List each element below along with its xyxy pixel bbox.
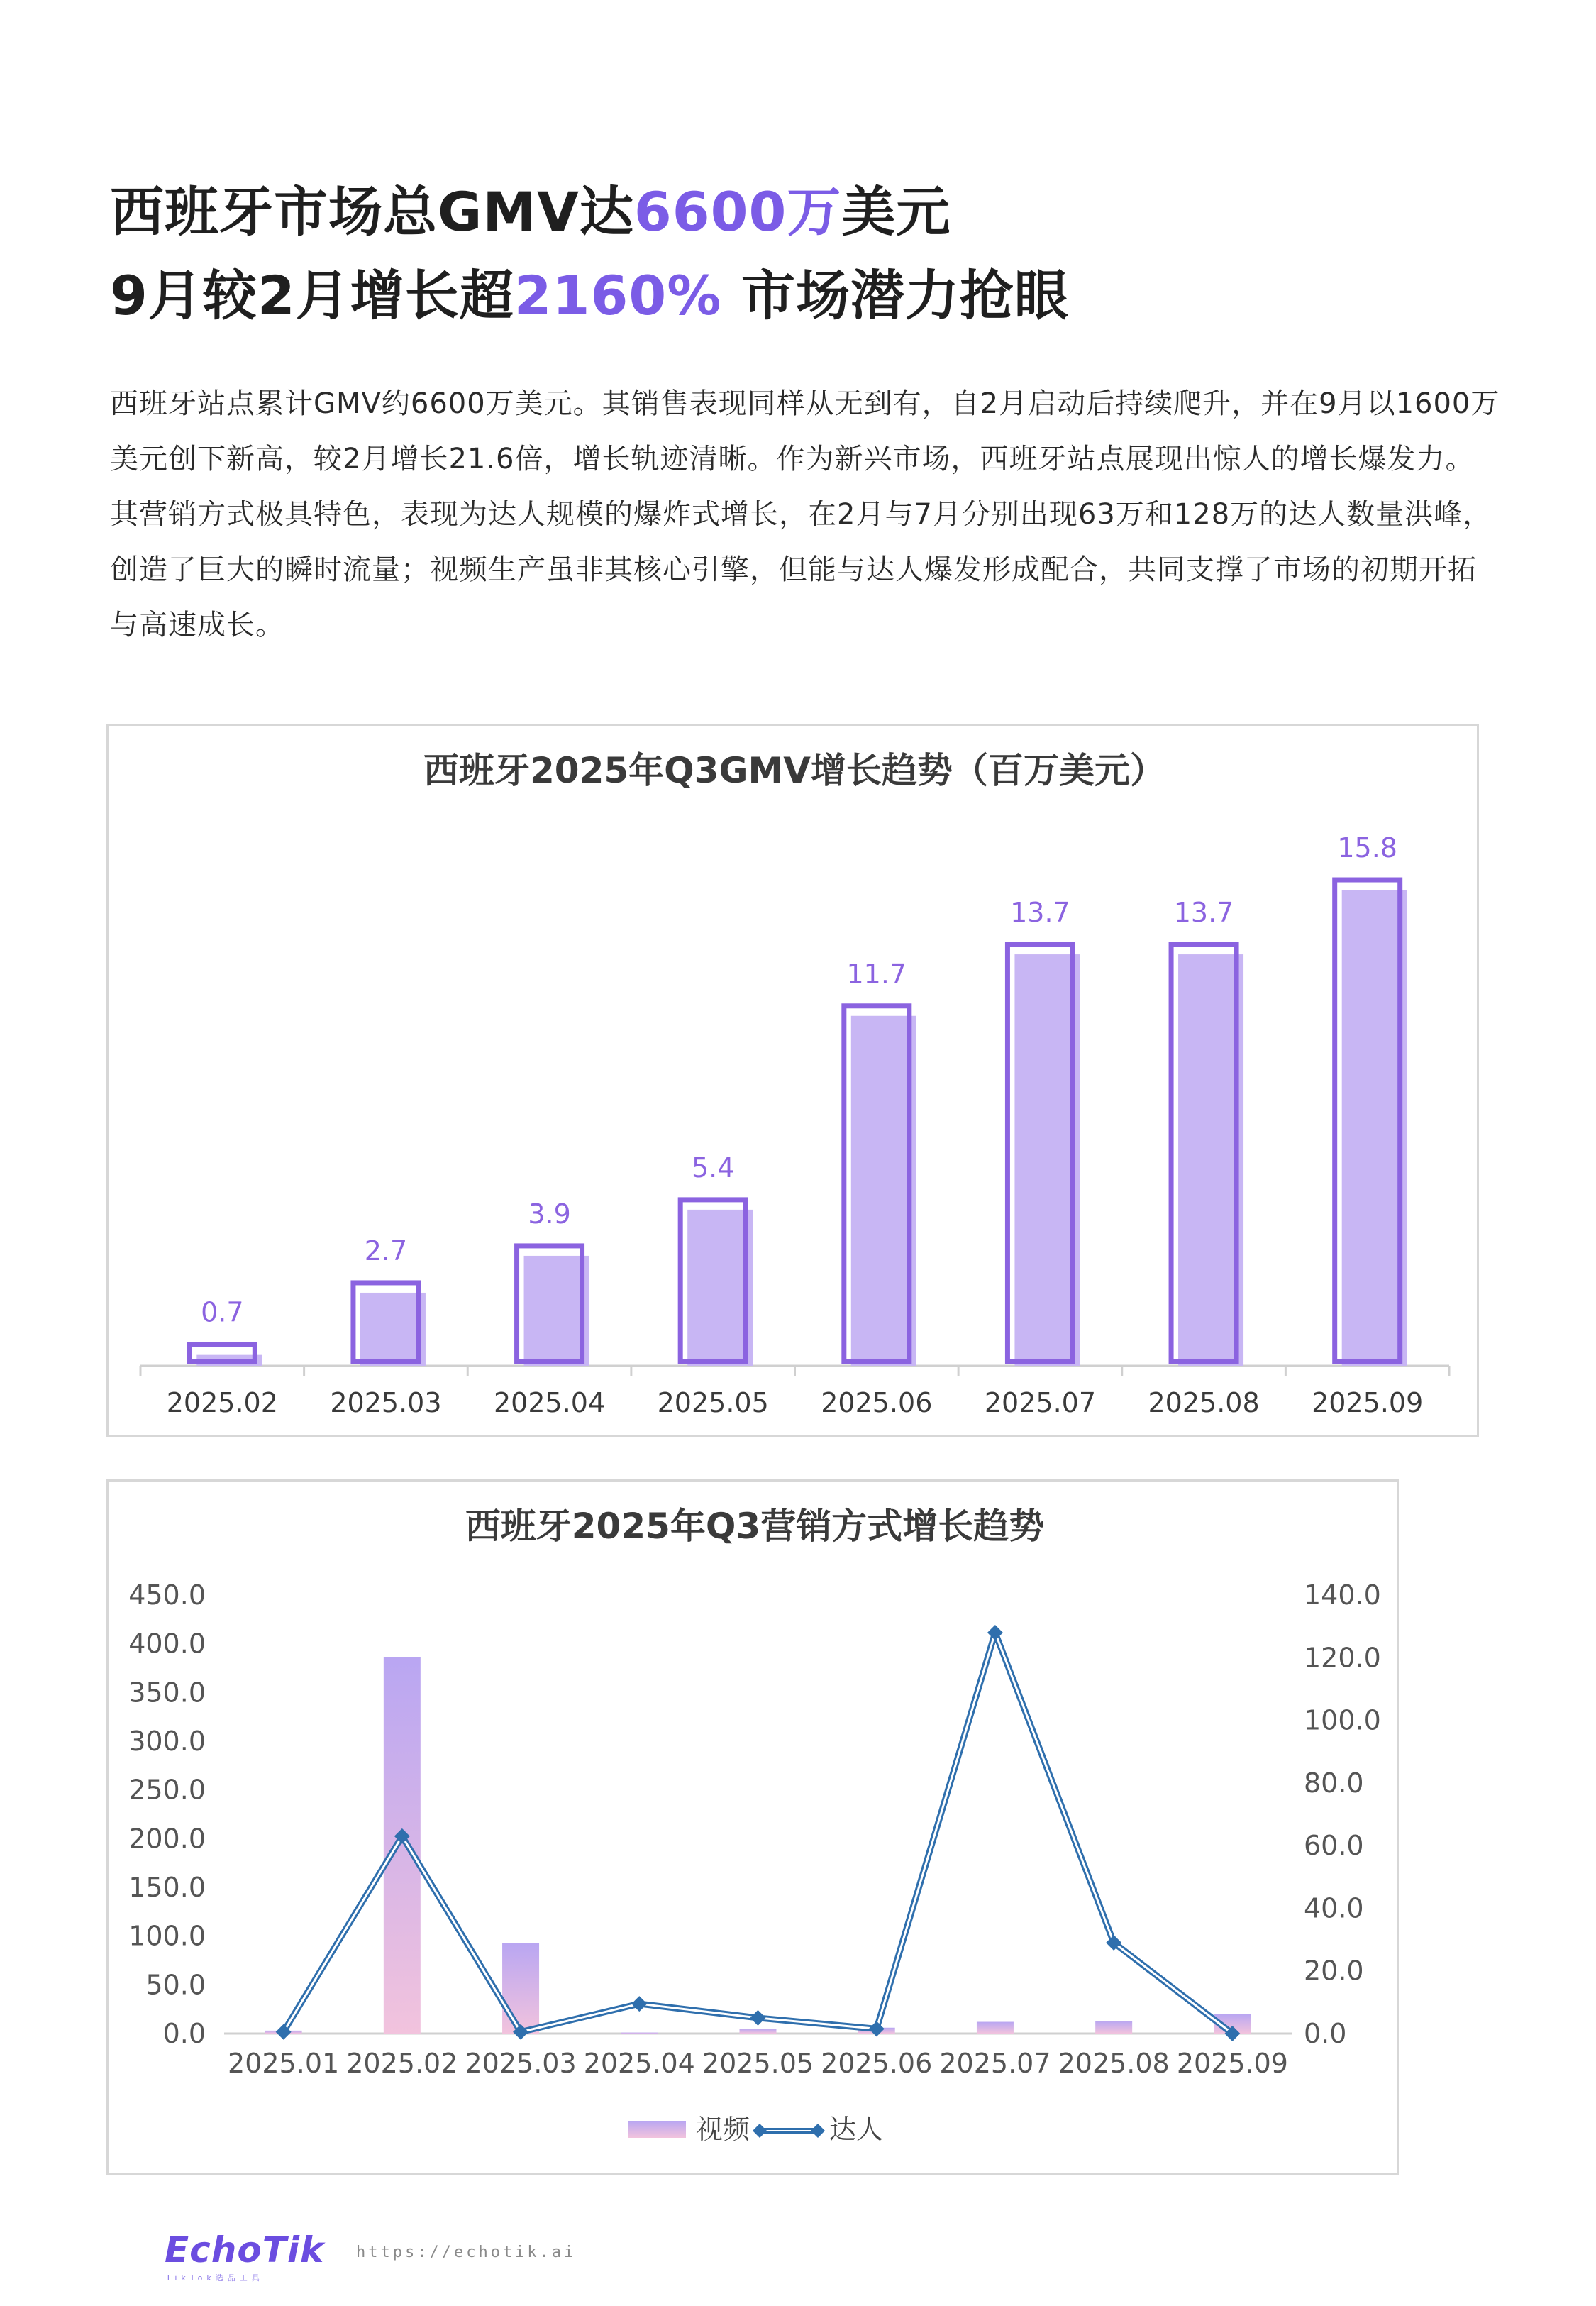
left-y-tick-label: 100.0 [128, 1920, 206, 1952]
gmv-x-tick-label: 2025.02 [166, 1387, 278, 1418]
right-y-tick-label: 140.0 [1304, 1579, 1381, 1611]
left-y-tick-label: 350.0 [128, 1677, 206, 1709]
gmv-data-label: 5.4 [691, 1152, 735, 1184]
left-y-tick-label: 150.0 [128, 1872, 206, 1903]
gmv-data-label: 11.7 [846, 958, 907, 990]
gmv-x-tick-label: 2025.08 [1148, 1387, 1260, 1418]
left-y-tick-label: 200.0 [128, 1823, 206, 1855]
gmv-x-tick-label: 2025.09 [1312, 1387, 1424, 1418]
right-y-tick-label: 80.0 [1304, 1767, 1364, 1799]
headline-line-2-suffix: 市场潜力抢眼 [721, 264, 1069, 327]
right-y-tick-label: 0.0 [1304, 2018, 1347, 2049]
talent-point [750, 2010, 766, 2026]
headline-line-2-text: 9月较2月增长超 [110, 264, 514, 327]
right-y-tick-label: 40.0 [1304, 1892, 1364, 1924]
gmv-bar-chart [109, 726, 1481, 1439]
x-tick-label: 2025.07 [939, 2048, 1051, 2079]
gmv-bar-fill [360, 1293, 426, 1366]
headline-line-1-text: 西班牙市场总GMV达 [110, 180, 634, 243]
legend-video-label: 视频 [696, 2114, 750, 2145]
marketing-combo-chart [109, 1482, 1401, 2177]
right-y-tick-label: 20.0 [1304, 1955, 1364, 1987]
left-y-tick-label: 50.0 [145, 1969, 206, 2001]
right-y-tick-label: 120.0 [1304, 1642, 1381, 1674]
left-y-tick-label: 450.0 [128, 1579, 206, 1611]
summary-paragraph: 西班牙站点累计GMV约6600万美元。其销售表现同样从无到有，自2月启动后持续爬升，并在9月以1600万美元创下新高，较2月增长21.6倍，增长轨迹清晰。作为新兴市场，西班牙站点展现出惊人的增长爆发力。其营销方式极具特色，表现为达人规模的爆炸式增长，在2月与7月分别出现63万和128万的达人数量洪峰，创造了巨大的瞬时流量；视频生产虽非其核心引擎，但能与达人爆发形成配合，共同支撑了市场的初期开拓与高速成长。 [110, 387, 1500, 641]
gmv-x-tick-label: 2025.07 [984, 1387, 1097, 1418]
legend-talent-label: 达人 [829, 2114, 884, 2145]
left-y-tick-label: 250.0 [128, 1774, 206, 1806]
video-bar [977, 2022, 1014, 2034]
headline-accent-growth: 2160% [514, 264, 722, 327]
legend-talent-marker [811, 2124, 825, 2138]
left-y-tick-label: 400.0 [128, 1628, 206, 1660]
gmv-data-label: 15.8 [1337, 832, 1397, 864]
right-y-tick-label: 100.0 [1304, 1704, 1381, 1736]
video-bar [621, 2033, 658, 2034]
marketing-chart-panel [106, 1479, 1399, 2175]
gmv-data-label: 13.7 [1010, 897, 1070, 929]
left-y-tick-label: 0.0 [162, 2018, 206, 2049]
gmv-x-tick-label: 2025.04 [493, 1387, 606, 1418]
gmv-bar-fill [1342, 890, 1407, 1366]
headline-line-1 [110, 170, 1500, 254]
video-bar [740, 2029, 777, 2034]
gmv-x-tick-label: 2025.03 [330, 1387, 442, 1418]
video-bar [502, 1943, 539, 2034]
gmv-bar-fill [851, 1016, 916, 1366]
talent-point [631, 1996, 647, 2012]
headline [110, 170, 1500, 338]
gmv-data-label: 2.7 [364, 1235, 408, 1267]
x-tick-label: 2025.08 [1058, 2048, 1170, 2079]
gmv-x-tick-label: 2025.06 [821, 1387, 933, 1418]
x-tick-label: 2025.09 [1176, 2048, 1288, 2079]
gmv-data-label: 0.7 [201, 1296, 244, 1328]
headline-accent-gmv: 6600万 [633, 180, 842, 243]
x-tick-label: 2025.03 [465, 2048, 577, 2079]
left-y-tick-label: 300.0 [128, 1726, 206, 1757]
x-tick-label: 2025.01 [228, 2048, 340, 2079]
right-y-tick-label: 60.0 [1304, 1830, 1364, 1862]
headline-line-1-suffix: 美元 [841, 180, 951, 243]
echotik-logo: EchoTik [165, 2229, 325, 2271]
gmv-bar-fill [1014, 954, 1080, 1366]
legend-talent-marker [753, 2124, 767, 2138]
x-tick-label: 2025.05 [702, 2048, 814, 2079]
gmv-bar-fill [524, 1256, 589, 1366]
video-bar [1095, 2021, 1132, 2034]
chart-title: 西班牙2025年Q3营销方式增长趋势 [465, 1506, 1045, 1547]
legend-video-swatch [628, 2121, 686, 2138]
gmv-bar-fill [1178, 954, 1243, 1366]
gmv-chart-panel [106, 724, 1479, 1437]
gmv-x-tick-label: 2025.05 [657, 1387, 769, 1418]
footer-url-link[interactable]: https://echotik.ai [356, 2244, 577, 2261]
gmv-bar-fill [687, 1210, 753, 1366]
talent-line-outer [284, 1633, 1233, 2034]
headline-line-2 [110, 254, 1500, 338]
talent-line-inner [284, 1633, 1233, 2034]
x-tick-label: 2025.02 [346, 2048, 458, 2079]
echotik-logo-subtitle: TikTok选品工具 [166, 2273, 264, 2283]
x-tick-label: 2025.06 [821, 2048, 933, 2079]
video-bar [384, 1657, 421, 2034]
x-tick-label: 2025.04 [583, 2048, 695, 2079]
chart-title: 西班牙2025年Q3GMV增长趋势（百万美元） [423, 750, 1165, 791]
gmv-data-label: 3.9 [528, 1198, 571, 1230]
gmv-data-label: 13.7 [1173, 897, 1234, 929]
